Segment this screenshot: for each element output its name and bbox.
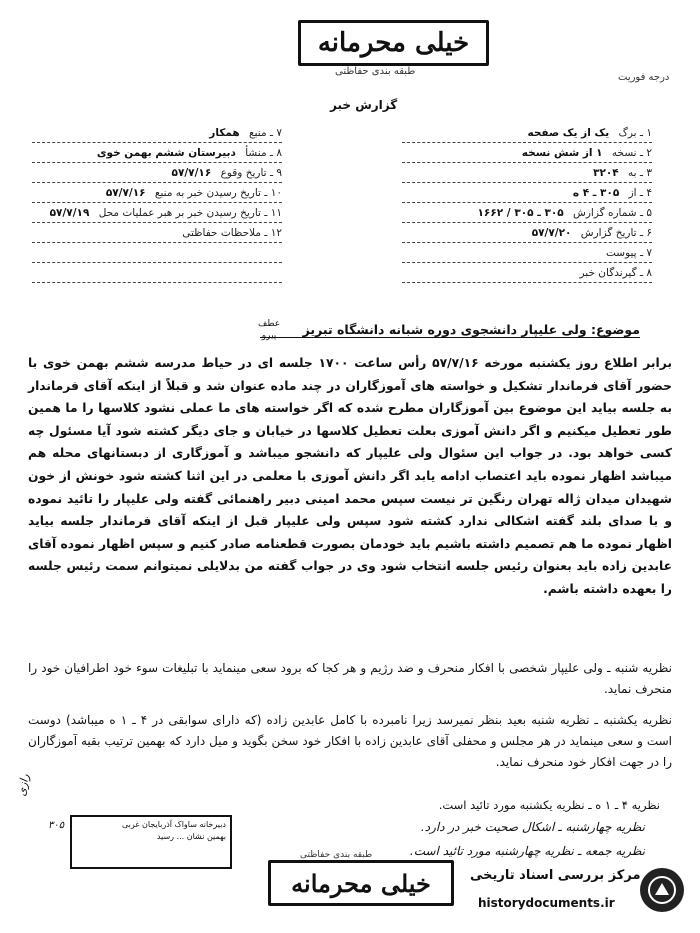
classification-stamp-top: خیلی محرمانه: [298, 20, 489, 66]
field-blank-line: [32, 264, 282, 283]
field-recipients: ۸ ـ گیرندگان خبر: [402, 264, 652, 283]
urgency-label: درجه فوریت: [618, 72, 670, 83]
field-security-notes: ۱۲ ـ ملاحظات حفاظتی: [32, 224, 282, 243]
subject-line: موضوع: ولی علیپار دانشجوی دوره شبانه دانشگاه تبریز: [260, 322, 640, 338]
report-title: گزارش خبر: [330, 98, 398, 112]
field-report-date: ۶ ـ تاریخ گزارش ۵۷/۷/۲۰: [402, 224, 652, 243]
classification-stamp-subtitle: طبقه بندی حفاظتی: [335, 66, 416, 77]
watermark-org: مرکز بررسی اسناد تاریخی: [470, 868, 641, 883]
field-to: ۳ ـ به ۳۲۰۴: [402, 164, 652, 183]
signature-left: رازی: [15, 773, 32, 798]
archive-logo-icon: [640, 868, 684, 912]
reference-box: [258, 318, 280, 342]
field-from: ۴ ـ از ۳۰۵ ـ ۴ ه: [402, 184, 652, 203]
field-report-number: ۵ ـ شماره گزارش ۳۰۵ ـ ۳۰۵ / ۱۶۶۲: [402, 204, 652, 223]
field-receipt-date-ops: ۱۱ ـ تاریخ رسیدن خبر بر هبر عملیات محل ۵۷/۷/۱۹: [32, 204, 282, 223]
field-occurrence-date: ۹ ـ تاریخ وقوع ۵۷/۷/۱۶: [32, 164, 282, 183]
followup-label: پیرو: [261, 331, 277, 341]
classification-stamp-bottom-subtitle: طبقه بندی حفاظتی: [300, 850, 373, 860]
final-opinion: نظریه ۴ ـ ۱ ه ـ نظریه یکشنبه مورد تائید است.: [438, 798, 660, 812]
analysis-saturday: نظریه شنبه ـ ولی علیپار شخصی با افکار منحرف و ضد رژیم و هر کجا که برود سعی مینماید با تبلیغات سوء خود اطرافیان خود را منحرف نماید.: [28, 661, 672, 696]
report-body: [28, 352, 672, 605]
signature-left-number: ۳۰۵: [48, 820, 65, 831]
reference-label: عطف: [258, 319, 281, 329]
analysis-sunday: نظریه یکشنبه ـ نظریه شنبه بعید بنظر نمیرسد زیرا نامبرده با کامل عابدین زاده (که دارای سوابقی در ۴ ـ ۱ ه میباشد) دوست است و سعی مینماید در هر مجلس و محفلی آقای عابدین زاده با افکار خود سخن بگوید و میل دارد که بهمین ترتیب بقیه آموزگاران را در جهت افکار خود منحرف نماید.: [28, 713, 672, 769]
handwritten-note-1: نظریه چهارشنبه ـ اشکال صحیت خبر در دارد.: [420, 820, 645, 834]
receipt-stamp-line2: بهمین نشان ... رسید: [156, 832, 226, 841]
field-receipt-date-source: ۱۰ ـ تاریخ رسیدن خبر به منبع ۵۷/۷/۱۶: [32, 184, 282, 203]
receipt-stamp-line1: دبیرخانه ساواک آذربایجان غربی: [121, 820, 226, 829]
analysis-section: [28, 658, 672, 783]
handwritten-note-2: نظریه جمعه ـ نظریه چهارشنبه مورد تائید است.: [409, 844, 645, 858]
body-paragraph: برابر اطلاع روز یکشنبه مورخه ۵۷/۷/۱۶ رأس ساعت ۱۷۰۰ جلسه ای در حیاط مدرسه ششم بهمن خوی با حضور آقای فرماندار تشکیل و خواسته های آموزگاران در چند ماده عنوان شد و قبلاً از اینکه آقای فرماندار به جلسه بیاید این موضوع بین آموزگاران مطرح شده که اگر خواسته های ما عملی نشود کلاسها را ما همین طور تعطیل میکنیم و اگر دانش آموزی بعلت تعطیل کلاسها در خیابان و جای دیگر کشته شود آیا مسئول چه کسی خواهد بود. در جواب این سئوال ولی علیپار که دانشجو میباشد و آموزگاری از دبستانهای محله هم میباشد اظهار نموده باید اعتصاب ادامه یابد اگر دانش آموزی با معلمی در این اثنا کشته شود خونش از خون شهیدان میدان ژاله تهران رنگین تر نیست سپس محمد امینی دبیر راهنمائی گفته ولی علیپار را تائید نموده و با صدای بلند گفته اشکالی ندارد کشته شود سپس ولی علیپار قبل از اینکه آقای فرماندار جلسه بیاید اظهار نموده ما هم تصمیم داشته باشیم باید خودمان بصورت قطعنامه صادر کنیم و سپس اظهار نموده آقای عابدین زاده باید بعنوان رئیس جلسه انتخاب شود وی در جواب گفته من بدلایلی نمیتوانم سمت رئیس جلسه را بعهده داشته باشم.: [28, 356, 672, 596]
field-attachment: ۷ ـ پیوست: [402, 244, 652, 263]
field-blank-line: [32, 244, 282, 263]
field-origin: ۸ ـ منشأ دبیرستان ششم بهمن خوی: [32, 144, 282, 163]
archive-logo-shape: [647, 875, 677, 905]
field-copy: ۲ ـ نسخه ۱ از شش نسخه: [402, 144, 652, 163]
watermark-url: historydocuments.ir: [478, 896, 615, 910]
classification-stamp-bottom: خیلی محرمانه: [268, 860, 454, 906]
receipt-stamp: [70, 815, 232, 869]
field-page: ۱ ـ برگ یک از یک صفحه: [402, 124, 652, 143]
field-source: ۷ ـ منبع همکار: [32, 124, 282, 143]
